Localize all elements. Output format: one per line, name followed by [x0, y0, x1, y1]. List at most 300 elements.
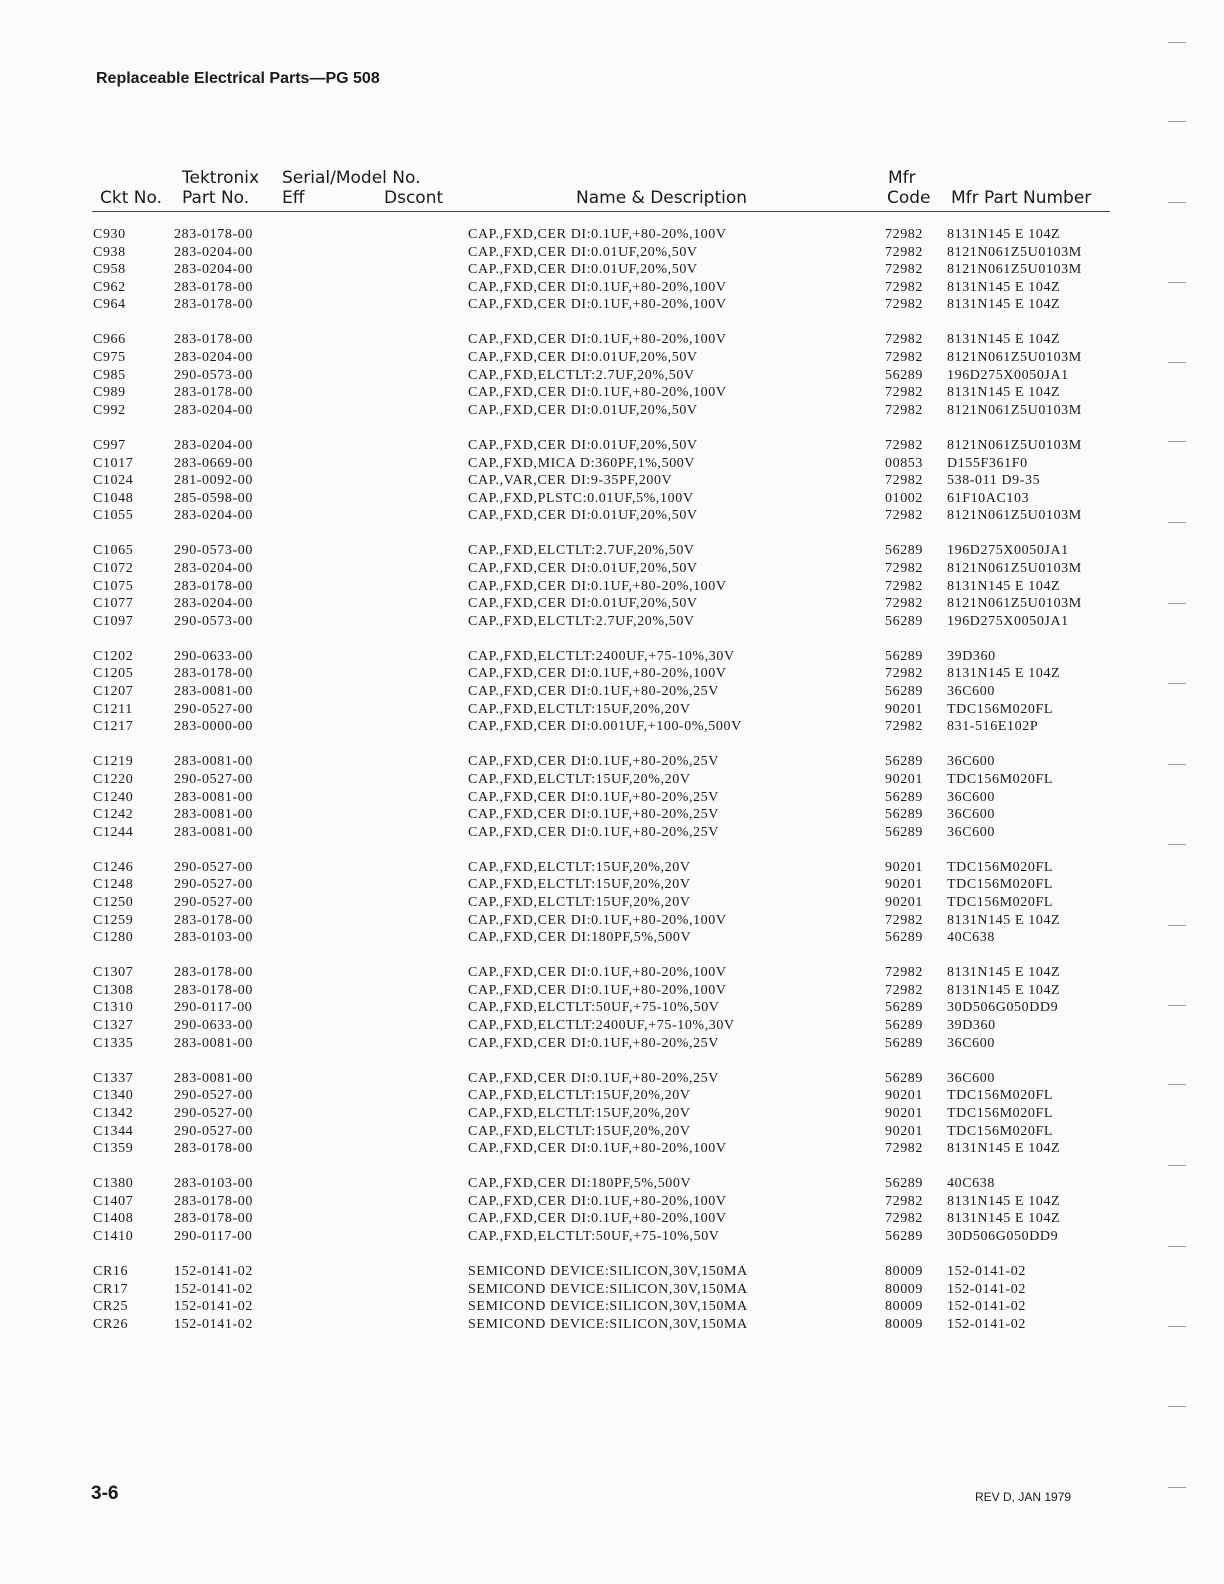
- mfr-code-cell: 72982: [885, 508, 923, 524]
- mfr-code-cell: 72982: [885, 982, 923, 998]
- ckt-no-cell: C1248: [93, 877, 134, 893]
- name-description-cell: SEMICOND DEVICE:SILICON,30V,150MA: [468, 1281, 748, 1297]
- table-row: [0, 595, 1224, 613]
- table-row: [0, 437, 1224, 455]
- tek-part-no-cell: 283-0081-00: [174, 1070, 253, 1086]
- mfr-part-number-cell: 152-0141-02: [947, 1281, 1026, 1297]
- tek-part-no-cell: 283-0103-00: [174, 1176, 253, 1192]
- name-description-cell: CAP.,FXD,PLSTC:0.01UF,5%,100V: [468, 490, 694, 506]
- mfr-part-number-cell: 196D275X0050JA1: [947, 367, 1069, 383]
- tek-part-no-cell: 283-0178-00: [174, 385, 253, 401]
- table-row: [0, 1175, 1224, 1193]
- margin-mark: [1168, 1005, 1186, 1006]
- table-row: [0, 771, 1224, 789]
- ckt-no-cell: C1380: [93, 1176, 134, 1192]
- ckt-no-cell: C1205: [93, 666, 134, 682]
- col-mfr: Mfr: [888, 168, 916, 188]
- mfr-part-number-cell: 8131N145 E 104Z: [947, 279, 1061, 295]
- table-row: [0, 912, 1224, 930]
- mfr-part-number-cell: 8121N061Z5U0103M: [947, 350, 1082, 366]
- tek-part-no-cell: 152-0141-02: [174, 1281, 253, 1297]
- mfr-part-number-cell: 152-0141-02: [947, 1316, 1026, 1332]
- table-row: [0, 1105, 1224, 1123]
- name-description-cell: CAP.,FXD,CER DI:0.1UF,+80-20%,100V: [468, 578, 727, 594]
- mfr-part-number-cell: TDC156M020FL: [947, 859, 1053, 875]
- col-part-no: Part No.: [182, 188, 250, 208]
- tek-part-no-cell: 290-0573-00: [174, 367, 253, 383]
- mfr-code-cell: 01002: [885, 490, 923, 506]
- name-description-cell: CAP.,VAR,CER DI:9-35PF,200V: [468, 473, 673, 489]
- margin-mark: [1168, 844, 1186, 845]
- name-description-cell: CAP.,FXD,CER DI:0.1UF,+80-20%,100V: [468, 385, 727, 401]
- table-row: [0, 560, 1224, 578]
- name-description-cell: CAP.,FXD,CER DI:0.1UF,+80-20%,100V: [468, 1193, 727, 1209]
- tek-part-no-cell: 283-0204-00: [174, 596, 253, 612]
- mfr-code-cell: 90201: [885, 701, 923, 717]
- table-row: [0, 648, 1224, 666]
- table-row: [0, 859, 1224, 877]
- ckt-no-cell: C1065: [93, 543, 134, 559]
- table-row: [0, 384, 1224, 402]
- name-description-cell: SEMICOND DEVICE:SILICON,30V,150MA: [468, 1316, 748, 1332]
- ckt-no-cell: C1242: [93, 807, 134, 823]
- ckt-no-cell: CR16: [93, 1264, 129, 1280]
- table-row: [0, 1035, 1224, 1053]
- ckt-no-cell: C1077: [93, 596, 134, 612]
- mfr-code-cell: 72982: [885, 912, 923, 928]
- tek-part-no-cell: 283-0178-00: [174, 297, 253, 313]
- table-row: [0, 455, 1224, 473]
- mfr-code-cell: 90201: [885, 1105, 923, 1121]
- mfr-part-number-cell: 30D506G050DD9: [947, 1229, 1059, 1244]
- mfr-code-cell: 56289: [885, 789, 923, 805]
- name-description-cell: CAP.,FXD,CER DI:0.1UF,+80-20%,100V: [468, 297, 727, 313]
- tek-part-no-cell: 290-0117-00: [174, 1000, 253, 1016]
- mfr-part-number-cell: 30D506G050DD9: [947, 1000, 1059, 1016]
- table-row: [0, 683, 1224, 701]
- tek-part-no-cell: 283-0178-00: [174, 1211, 253, 1227]
- margin-mark: [1168, 121, 1186, 122]
- name-description-cell: CAP.,FXD,ELCTLT:2.7UF,20%,50V: [468, 543, 695, 559]
- table-row: [0, 1281, 1224, 1299]
- mfr-part-number-cell: 36C600: [947, 1070, 995, 1086]
- table-row: [0, 578, 1224, 596]
- mfr-part-number-cell: 196D275X0050JA1: [947, 613, 1069, 629]
- name-description-cell: CAP.,FXD,CER DI:180PF,5%,500V: [468, 930, 692, 946]
- tek-part-no-cell: 283-0204-00: [174, 244, 253, 260]
- col-mfr-part-number: Mfr Part Number: [951, 188, 1092, 208]
- table-row: [0, 1017, 1224, 1035]
- name-description-cell: CAP.,FXD,ELCTLT:2.7UF,20%,50V: [468, 613, 695, 629]
- mfr-code-cell: 56289: [885, 754, 923, 770]
- name-description-cell: CAP.,FXD,CER DI:0.1UF,+80-20%,100V: [468, 332, 727, 348]
- name-description-cell: CAP.,FXD,ELCTLT:50UF,+75-10%,50V: [468, 1000, 720, 1016]
- mfr-part-number-cell: 196D275X0050JA1: [947, 543, 1069, 559]
- mfr-code-cell: 56289: [885, 1018, 923, 1034]
- mfr-code-cell: 90201: [885, 1088, 923, 1104]
- mfr-code-cell: 90201: [885, 1123, 923, 1139]
- name-description-cell: CAP.,FXD,CER DI:0.01UF,20%,50V: [468, 596, 698, 612]
- ckt-no-cell: C975: [93, 350, 126, 366]
- table-row: [0, 999, 1224, 1017]
- mfr-part-number-cell: 8131N145 E 104Z: [947, 385, 1061, 401]
- name-description-cell: CAP.,FXD,CER DI:180PF,5%,500V: [468, 1176, 692, 1192]
- ckt-no-cell: C997: [93, 437, 126, 453]
- name-description-cell: CAP.,FXD,CER DI:0.1UF,+80-20%,100V: [468, 912, 727, 928]
- mfr-code-cell: 72982: [885, 402, 923, 418]
- ckt-no-cell: C1344: [93, 1123, 134, 1139]
- ckt-no-cell: CR17: [93, 1281, 129, 1297]
- mfr-part-number-cell: 8121N061Z5U0103M: [947, 596, 1082, 612]
- name-description-cell: CAP.,FXD,CER DI:0.1UF,+80-20%,25V: [468, 1035, 719, 1051]
- table-row: [0, 226, 1224, 244]
- mfr-part-number-cell: 8131N145 E 104Z: [947, 332, 1061, 348]
- ckt-no-cell: C1202: [93, 648, 134, 664]
- ckt-no-cell: C1075: [93, 578, 134, 594]
- mfr-code-cell: 72982: [885, 1211, 923, 1227]
- ckt-no-cell: C1335: [93, 1035, 134, 1051]
- table-row: [0, 665, 1224, 683]
- name-description-cell: CAP.,FXD,ELCTLT:50UF,+75-10%,50V: [468, 1229, 720, 1244]
- tek-part-no-cell: 283-0204-00: [174, 402, 253, 418]
- ckt-no-cell: C1342: [93, 1105, 134, 1121]
- table-row: [0, 367, 1224, 385]
- ckt-no-cell: C1024: [93, 473, 134, 489]
- mfr-part-number-cell: 61F10AC103: [947, 490, 1030, 506]
- tek-part-no-cell: 290-0527-00: [174, 877, 253, 893]
- ckt-no-cell: C1337: [93, 1070, 134, 1086]
- margin-mark: [1168, 683, 1186, 684]
- mfr-part-number-cell: 36C600: [947, 807, 995, 823]
- tek-part-no-cell: 290-0527-00: [174, 701, 253, 717]
- margin-mark: [1168, 42, 1186, 43]
- mfr-code-cell: 72982: [885, 578, 923, 594]
- tek-part-no-cell: 283-0178-00: [174, 227, 253, 242]
- tek-part-no-cell: 290-0573-00: [174, 613, 253, 629]
- ckt-no-cell: C1017: [93, 455, 134, 471]
- margin-mark: [1168, 603, 1186, 604]
- mfr-code-cell: 56289: [885, 1176, 923, 1192]
- table-row: [0, 1316, 1224, 1334]
- name-description-cell: CAP.,FXD,CER DI:0.01UF,20%,50V: [468, 244, 698, 260]
- ckt-no-cell: C1308: [93, 982, 134, 998]
- name-description-cell: CAP.,FXD,ELCTLT:15UF,20%,20V: [468, 701, 691, 717]
- ckt-no-cell: C1219: [93, 754, 134, 770]
- mfr-code-cell: 56289: [885, 1000, 923, 1016]
- mfr-part-number-cell: 39D360: [947, 1018, 996, 1034]
- tek-part-no-cell: 283-0178-00: [174, 279, 253, 295]
- mfr-part-number-cell: 8131N145 E 104Z: [947, 982, 1061, 998]
- name-description-cell: CAP.,FXD,ELCTLT:15UF,20%,20V: [468, 1105, 691, 1121]
- col-ckt-no: Ckt No.: [100, 188, 163, 208]
- table-row: [0, 806, 1224, 824]
- ckt-no-cell: C1246: [93, 859, 134, 875]
- table-row: [0, 244, 1224, 262]
- row-group: [0, 1175, 1224, 1245]
- mfr-part-number-cell: 8121N061Z5U0103M: [947, 402, 1082, 418]
- row-group: [0, 964, 1224, 1052]
- tek-part-no-cell: 152-0141-02: [174, 1264, 253, 1280]
- table-row: [0, 824, 1224, 842]
- ckt-no-cell: C1259: [93, 912, 134, 928]
- table-row: [0, 1228, 1224, 1246]
- margin-mark: [1168, 441, 1186, 442]
- revision-date: REV D, JAN 1979: [975, 1490, 1072, 1504]
- mfr-code-cell: 56289: [885, 367, 923, 383]
- mfr-code-cell: 72982: [885, 719, 923, 735]
- tek-part-no-cell: 283-0178-00: [174, 982, 253, 998]
- table-row: [0, 331, 1224, 349]
- mfr-code-cell: 72982: [885, 473, 923, 489]
- table-row: [0, 982, 1224, 1000]
- tek-part-no-cell: 283-0178-00: [174, 666, 253, 682]
- col-tektronix: Tektronix: [182, 168, 260, 188]
- tek-part-no-cell: 290-0527-00: [174, 771, 253, 787]
- mfr-code-cell: 90201: [885, 771, 923, 787]
- name-description-cell: CAP.,FXD,CER DI:0.1UF,+80-20%,25V: [468, 684, 719, 700]
- table-row: [0, 261, 1224, 279]
- ckt-no-cell: C1097: [93, 613, 134, 629]
- tek-part-no-cell: 152-0141-02: [174, 1299, 253, 1315]
- mfr-part-number-cell: 40C638: [947, 1176, 995, 1192]
- mfr-code-cell: 72982: [885, 437, 923, 453]
- row-group: [0, 859, 1224, 947]
- mfr-code-cell: 72982: [885, 965, 923, 981]
- name-description-cell: CAP.,FXD,ELCTLT:15UF,20%,20V: [468, 877, 691, 893]
- page-title: Replaceable Electrical Parts—PG 508: [96, 70, 380, 87]
- table-row: [0, 718, 1224, 736]
- mfr-code-cell: 56289: [885, 684, 923, 700]
- mfr-part-number-cell: 36C600: [947, 824, 995, 840]
- mfr-part-number-cell: 8121N061Z5U0103M: [947, 561, 1082, 576]
- ckt-no-cell: C1359: [93, 1141, 134, 1157]
- mfr-code-cell: 90201: [885, 895, 923, 910]
- tek-part-no-cell: 281-0092-00: [174, 473, 253, 489]
- mfr-code-cell: 56289: [885, 807, 923, 823]
- mfr-code-cell: 80009: [885, 1281, 923, 1297]
- mfr-part-number-cell: TDC156M020FL: [947, 701, 1053, 717]
- ckt-no-cell: C992: [93, 402, 126, 418]
- mfr-code-cell: 72982: [885, 1193, 923, 1209]
- tek-part-no-cell: 290-0633-00: [174, 1018, 253, 1034]
- mfr-part-number-cell: TDC156M020FL: [947, 895, 1053, 910]
- mfr-part-number-cell: TDC156M020FL: [947, 1088, 1053, 1104]
- ckt-no-cell: C985: [93, 367, 126, 383]
- tek-part-no-cell: 283-0081-00: [174, 754, 253, 770]
- mfr-part-number-cell: 538-011 D9-35: [947, 473, 1041, 489]
- ckt-no-cell: C1055: [93, 508, 134, 524]
- tek-part-no-cell: 283-0669-00: [174, 455, 253, 471]
- ckt-no-cell: CR25: [93, 1299, 129, 1315]
- tek-part-no-cell: 290-0117-00: [174, 1229, 253, 1244]
- table-row: [0, 349, 1224, 367]
- mfr-code-cell: 72982: [885, 666, 923, 682]
- col-serial-model: Serial/Model No.: [282, 168, 421, 188]
- margin-mark: [1168, 764, 1186, 765]
- tek-part-no-cell: 283-0000-00: [174, 719, 253, 735]
- ckt-no-cell: C1408: [93, 1211, 134, 1227]
- tek-part-no-cell: 283-0204-00: [174, 508, 253, 524]
- tek-part-no-cell: 283-0081-00: [174, 1035, 253, 1051]
- ckt-no-cell: C1211: [93, 701, 133, 717]
- mfr-part-number-cell: 8131N145 E 104Z: [947, 965, 1061, 981]
- tek-part-no-cell: 283-0204-00: [174, 350, 253, 366]
- tek-part-no-cell: 283-0178-00: [174, 332, 253, 348]
- mfr-code-cell: 80009: [885, 1316, 923, 1332]
- page-number: 3-6: [91, 1483, 119, 1504]
- margin-mark: [1168, 282, 1186, 283]
- name-description-cell: CAP.,FXD,ELCTLT:15UF,20%,20V: [468, 895, 691, 910]
- mfr-code-cell: 72982: [885, 596, 923, 612]
- ckt-no-cell: C1307: [93, 965, 134, 981]
- table-row: [0, 929, 1224, 947]
- mfr-part-number-cell: 152-0141-02: [947, 1299, 1026, 1315]
- margin-mark: [1168, 1406, 1186, 1407]
- table-row: [0, 1070, 1224, 1088]
- tek-part-no-cell: 290-0633-00: [174, 648, 253, 664]
- table-row: [0, 507, 1224, 525]
- name-description-cell: CAP.,FXD,CER DI:0.01UF,20%,50V: [468, 350, 698, 366]
- table-row: [0, 472, 1224, 490]
- mfr-part-number-cell: 36C600: [947, 684, 995, 700]
- mfr-part-number-cell: 8121N061Z5U0103M: [947, 437, 1082, 453]
- mfr-code-cell: 90201: [885, 877, 923, 893]
- ckt-no-cell: C1407: [93, 1193, 134, 1209]
- name-description-cell: CAP.,FXD,CER DI:0.1UF,+80-20%,100V: [468, 982, 727, 998]
- mfr-part-number-cell: 831-516E102P: [947, 719, 1039, 735]
- name-description-cell: CAP.,FXD,ELCTLT:15UF,20%,20V: [468, 1123, 691, 1139]
- name-description-cell: CAP.,FXD,CER DI:0.01UF,20%,50V: [468, 561, 698, 576]
- name-description-cell: CAP.,FXD,CER DI:0.01UF,20%,50V: [468, 402, 698, 418]
- row-group: [0, 331, 1224, 419]
- name-description-cell: CAP.,FXD,CER DI:0.1UF,+80-20%,25V: [468, 1070, 719, 1086]
- mfr-code-cell: 90201: [885, 859, 923, 875]
- tek-part-no-cell: 152-0141-02: [174, 1316, 253, 1332]
- tek-part-no-cell: 283-0081-00: [174, 807, 253, 823]
- name-description-cell: CAP.,FXD,ELCTLT:2400UF,+75-10%,30V: [468, 648, 735, 664]
- margin-mark: [1168, 1165, 1186, 1166]
- mfr-code-cell: 72982: [885, 244, 923, 260]
- mfr-part-number-cell: 36C600: [947, 1035, 995, 1051]
- table-row: [0, 701, 1224, 719]
- tek-part-no-cell: 290-0527-00: [174, 895, 253, 910]
- ckt-no-cell: C1310: [93, 1000, 134, 1016]
- mfr-code-cell: 72982: [885, 561, 923, 576]
- name-description-cell: CAP.,FXD,CER DI:0.1UF,+80-20%,100V: [468, 1141, 727, 1157]
- name-description-cell: CAP.,FXD,CER DI:0.1UF,+80-20%,25V: [468, 824, 719, 840]
- table-row: [0, 1263, 1224, 1281]
- tek-part-no-cell: 283-0178-00: [174, 1141, 253, 1157]
- table-row: [0, 613, 1224, 631]
- table-row: [0, 1123, 1224, 1141]
- ckt-no-cell: CR26: [93, 1316, 129, 1332]
- mfr-part-number-cell: 40C638: [947, 930, 995, 946]
- name-description-cell: CAP.,FXD,CER DI:0.1UF,+80-20%,100V: [468, 965, 727, 981]
- name-description-cell: CAP.,FXD,ELCTLT:2400UF,+75-10%,30V: [468, 1018, 735, 1034]
- header-rule: [92, 211, 1110, 212]
- table-row: [0, 753, 1224, 771]
- name-description-cell: CAP.,FXD,CER DI:0.1UF,+80-20%,100V: [468, 1211, 727, 1227]
- tek-part-no-cell: 283-0204-00: [174, 437, 253, 453]
- mfr-code-cell: 72982: [885, 350, 923, 366]
- mfr-code-cell: 56289: [885, 648, 923, 664]
- tek-part-no-cell: 283-0204-00: [174, 561, 253, 576]
- table-row: [0, 1140, 1224, 1158]
- col-name-description: Name & Description: [576, 188, 748, 208]
- name-description-cell: CAP.,FXD,ELCTLT:15UF,20%,20V: [468, 859, 691, 875]
- ckt-no-cell: C958: [93, 262, 126, 278]
- mfr-part-number-cell: 8131N145 E 104Z: [947, 578, 1061, 594]
- mfr-part-number-cell: 8121N061Z5U0103M: [947, 244, 1082, 260]
- mfr-part-number-cell: D155F361F0: [947, 455, 1028, 471]
- name-description-cell: CAP.,FXD,ELCTLT:15UF,20%,20V: [468, 771, 691, 787]
- name-description-cell: CAP.,FXD,CER DI:0.1UF,+80-20%,25V: [468, 807, 719, 823]
- tek-part-no-cell: 290-0527-00: [174, 859, 253, 875]
- mfr-part-number-cell: 8131N145 E 104Z: [947, 1211, 1061, 1227]
- margin-mark: [1168, 1326, 1186, 1327]
- row-group: [0, 1263, 1224, 1333]
- mfr-part-number-cell: 39D360: [947, 648, 996, 664]
- tek-part-no-cell: 283-0081-00: [174, 789, 253, 805]
- parts-table: [0, 226, 1224, 1351]
- name-description-cell: CAP.,FXD,ELCTLT:2.7UF,20%,50V: [468, 367, 695, 383]
- tek-part-no-cell: 283-0178-00: [174, 912, 253, 928]
- mfr-code-cell: 72982: [885, 1141, 923, 1157]
- table-row: [0, 490, 1224, 508]
- name-description-cell: SEMICOND DEVICE:SILICON,30V,150MA: [468, 1264, 748, 1280]
- ckt-no-cell: C1240: [93, 789, 134, 805]
- name-description-cell: CAP.,FXD,CER DI:0.1UF,+80-20%,100V: [468, 279, 727, 295]
- mfr-code-cell: 72982: [885, 385, 923, 401]
- ckt-no-cell: C938: [93, 244, 126, 260]
- row-group: [0, 648, 1224, 736]
- mfr-part-number-cell: TDC156M020FL: [947, 877, 1053, 893]
- mfr-part-number-cell: 152-0141-02: [947, 1264, 1026, 1280]
- mfr-code-cell: 72982: [885, 332, 923, 348]
- mfr-part-number-cell: 36C600: [947, 789, 995, 805]
- mfr-part-number-cell: 8121N061Z5U0103M: [947, 262, 1082, 278]
- mfr-code-cell: 56289: [885, 1229, 923, 1244]
- mfr-part-number-cell: 8131N145 E 104Z: [947, 1141, 1061, 1157]
- mfr-part-number-cell: 36C600: [947, 754, 995, 770]
- table-row: [0, 296, 1224, 314]
- margin-mark: [1168, 1084, 1186, 1085]
- margin-mark: [1168, 925, 1186, 926]
- mfr-code-cell: 72982: [885, 262, 923, 278]
- ckt-no-cell: C966: [93, 332, 126, 348]
- ckt-no-cell: C1048: [93, 490, 134, 506]
- margin-mark: [1168, 1487, 1186, 1488]
- tek-part-no-cell: 285-0598-00: [174, 490, 253, 506]
- row-group: [0, 753, 1224, 841]
- ckt-no-cell: C1250: [93, 895, 134, 910]
- mfr-part-number-cell: 8131N145 E 104Z: [947, 912, 1061, 928]
- ckt-no-cell: C962: [93, 279, 126, 295]
- tek-part-no-cell: 283-0103-00: [174, 930, 253, 946]
- mfr-code-cell: 56289: [885, 613, 923, 629]
- table-row: [0, 402, 1224, 420]
- mfr-code-cell: 56289: [885, 543, 923, 559]
- tek-part-no-cell: 283-0204-00: [174, 262, 253, 278]
- tek-part-no-cell: 283-0178-00: [174, 965, 253, 981]
- mfr-code-cell: 72982: [885, 227, 923, 242]
- col-mfr-code: Code: [887, 188, 931, 208]
- ckt-no-cell: C1280: [93, 930, 134, 946]
- name-description-cell: CAP.,FXD,MICA D:360PF,1%,500V: [468, 455, 696, 471]
- table-row: [0, 1087, 1224, 1105]
- tek-part-no-cell: 290-0527-00: [174, 1105, 253, 1121]
- ckt-no-cell: C1207: [93, 684, 134, 700]
